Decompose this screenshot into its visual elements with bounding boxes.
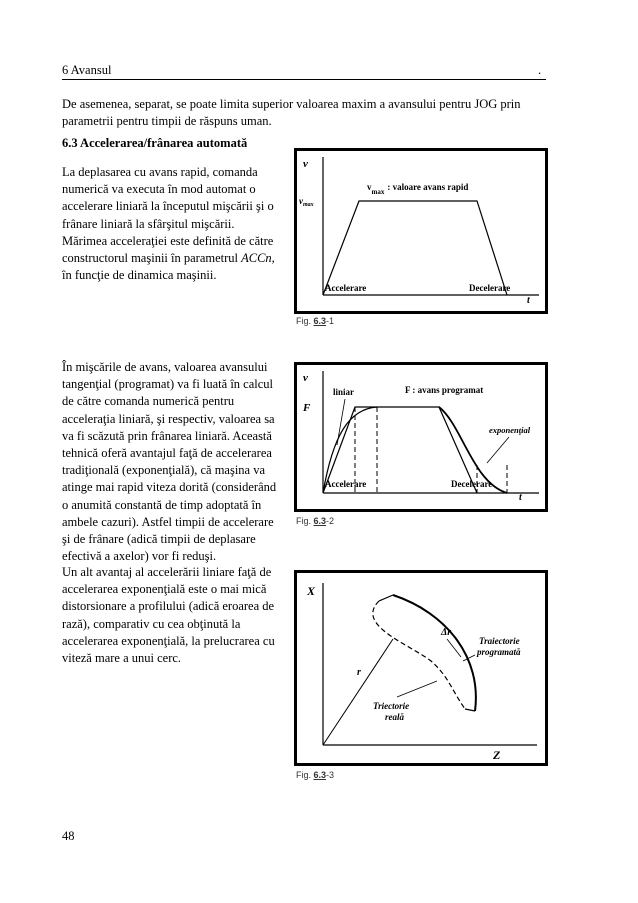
vmax-desc: : valoare avans rapid: [387, 182, 469, 192]
text-line: accelerarea exponenţială, la prelucrarea cu: [62, 633, 275, 648]
x-axis-label: X: [307, 584, 316, 598]
t-axis-label: t: [519, 492, 522, 503]
accel-label: Accelerare: [325, 283, 367, 293]
text-line: acceleraţia liniară, şi respectiv, valoarea sa: [62, 411, 275, 426]
start-connector: [379, 595, 393, 601]
liniar-label: liniar: [333, 387, 355, 397]
figure-3-diagram: [297, 573, 545, 763]
text-line: accelerarea exponenţială este o mai mică: [62, 582, 267, 597]
exponential-pointer: [487, 437, 509, 463]
velocity-profile: [323, 201, 507, 295]
decel-label: Decelerare: [451, 479, 493, 489]
figure-1-diagram: [297, 151, 545, 311]
vmax-axis-v: v: [299, 196, 303, 206]
text-line: [62, 250, 292, 267]
figure-1-caption: [296, 316, 334, 326]
text-line: şi de frânare (adică timpii de deplasare: [62, 532, 256, 547]
text-line: rază), comparativ cu cea obţinută la: [62, 616, 241, 631]
programmed-label-2: programată: [477, 647, 521, 657]
paragraph-3: [62, 564, 292, 667]
z-axis-label: Z: [493, 748, 501, 762]
running-header-dot: .: [538, 63, 542, 77]
text-line: o anumită constantă de timp adoptată în: [62, 497, 262, 512]
accel-label: Accelerare: [325, 479, 367, 489]
text-line: va fi scăzută prin frânarea liniară. Această: [62, 428, 272, 443]
exponential-label: exponenţial: [489, 425, 531, 435]
v-axis-label: v: [303, 158, 308, 170]
end-connector: [465, 709, 475, 711]
text-line: tehnică oferă avantajul faţă de accelerarea: [62, 446, 272, 461]
caption-ref: 6.3: [313, 316, 327, 326]
radius-label: r: [357, 667, 361, 678]
text-line: tangenţial (programat) va fi luată în calcul: [62, 377, 274, 392]
caption-ref: 6.3: [313, 516, 327, 526]
caption-prefix: Fig.: [296, 516, 314, 526]
caption-number: -2: [326, 516, 335, 526]
paragraph-1: [62, 164, 292, 284]
text-line: în funcţie de dinamica maşinii.: [62, 268, 217, 283]
text-line: efectivă a axelor) vor fi reduşi.: [62, 549, 217, 564]
parameter-name: ACCn,: [241, 251, 275, 266]
t-axis-label: t: [527, 295, 530, 306]
figure-1-box: [294, 148, 548, 314]
vmax-axis-sub: max: [303, 202, 314, 208]
figure-3-caption: [296, 770, 334, 780]
figure-2-box: [294, 362, 548, 512]
caption-prefix: Fig.: [296, 316, 314, 326]
intro-paragraph: [62, 96, 562, 130]
vmax-sub: max: [371, 188, 385, 196]
header-rule: [62, 79, 546, 80]
text-line: numerică va executa în mod automat o: [62, 182, 256, 197]
text-line: tradiţională (exponenţială), că maşina va: [62, 463, 266, 478]
programmed-label-1: Traiectorie: [479, 636, 520, 646]
decel-label: Decelerare: [469, 283, 511, 293]
vmax-axis-label: [299, 196, 314, 208]
paragraph-2: [62, 359, 292, 565]
text-line: de către comanda numerică pentru: [62, 394, 235, 409]
real-label-2: reală: [385, 712, 404, 722]
text-span: constructorul maşinii în parametrul: [62, 251, 242, 266]
page-number: 48: [62, 829, 75, 843]
caption-ref: 6.3: [313, 770, 327, 780]
text-line: frânare liniară la sfârşitul mişcării.: [62, 216, 235, 231]
text-line: distorsionare a profilului (adică eroarea de: [62, 599, 275, 614]
caption-prefix: Fig.: [296, 770, 314, 780]
radius-line: [323, 639, 393, 745]
text-line: În mişcările de avans, valoarea avansului: [62, 360, 268, 374]
text-line: ambele cazuri). Astfel timpii de accelerare: [62, 514, 274, 529]
running-header: 6 Avansul: [62, 63, 112, 77]
real-label-1: Triectorie: [373, 701, 410, 711]
real-pointer: [397, 681, 437, 697]
text-line: atinge mai rapid viteza dorită (considerând: [62, 480, 277, 495]
text-line: Mărimea acceleraţiei este definită de către: [62, 233, 274, 248]
caption-number: -1: [326, 316, 335, 326]
v-axis-label: v: [303, 372, 308, 384]
text-line: viteză mare a unui cerc.: [62, 651, 182, 666]
section-heading: 6.3 Accelerarea/frânarea automată: [62, 136, 248, 150]
text-line: Un alt avantaj al accelerării liniare faţă de: [62, 565, 272, 579]
figure-2-caption: [296, 516, 334, 526]
caption-number: -3: [326, 770, 335, 780]
figure-3-box: [294, 570, 548, 766]
delta-r-label: Δr: [441, 627, 452, 638]
F-axis-label: F: [303, 402, 311, 414]
vmax-label: [367, 182, 468, 196]
text-line: La deplasarea cu avans rapid, comanda: [62, 165, 258, 179]
real-trajectory: [373, 601, 465, 709]
text-line: accelerare liniară la începutul mişcării şi o: [62, 199, 274, 214]
vmax-v: v: [367, 182, 372, 192]
feed-label: F : avans programat: [405, 385, 484, 395]
intro-line: De asemenea, separat, se poate limita superior valoarea maxim a avansului pentru JOG prin: [62, 97, 521, 111]
intro-line: parametrii pentru timpii de răspuns uman.: [62, 114, 272, 129]
figure-2-diagram: [297, 365, 545, 509]
